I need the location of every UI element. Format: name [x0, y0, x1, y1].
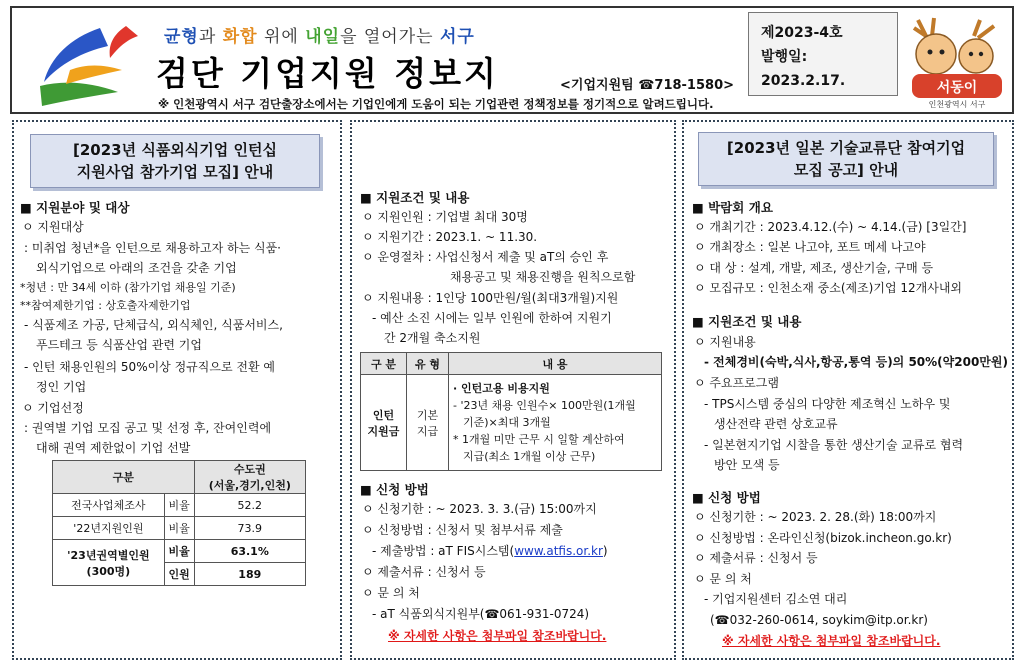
slogan [164, 22, 475, 47]
section-heading: ■ 신청 방법 [692, 490, 761, 505]
table-cell: '22년지원인원 [53, 517, 165, 540]
table-cell: 인원 [164, 563, 194, 586]
text-line: ㅇ 제출서류 : 신청서 등 [694, 551, 818, 565]
support-type-table [360, 352, 662, 471]
text-line: ㅇ 개최장소 : 일본 나고야, 포트 메세 나고야 [694, 240, 926, 254]
table-cell-line: 지급 [416, 424, 439, 438]
section-title-line: [2023년 일본 기술교류단 참여기업 [726, 139, 966, 157]
table-cell [53, 540, 165, 586]
mascot-sub: 인천광역시 서구 [928, 100, 986, 109]
table-cell-line: 인턴 [372, 408, 395, 422]
table-header-line: 수도권 [233, 463, 266, 476]
team-contact: <기업지원팀 ☎718-1580> [560, 78, 735, 93]
table-cell-line: 지원금 [367, 424, 400, 438]
text-line: 채용공고 및 채용진행을 원칙으로함 [450, 270, 636, 284]
table-cell-line: (300명) [86, 564, 131, 578]
table-cell [361, 375, 407, 471]
text-line: 대해 권역 제한없이 기업 선발 [36, 441, 191, 455]
mascot-name: 서동이 [936, 80, 978, 96]
section-heading: ■ 박람회 개요 [692, 200, 773, 215]
text-line: ㅇ 문 의 처 [362, 586, 420, 600]
text-line: : 미취업 청년*을 인턴으로 채용하고자 하는 식품· [24, 241, 281, 255]
section-title-box [698, 132, 994, 186]
table-cell: 비율 [164, 517, 194, 540]
text-line: : 권역별 기업 모집 공고 및 선정 후, 잔여인력에 [24, 421, 272, 435]
table-cell: 비율 [164, 540, 194, 563]
table-cell-line: 지급(최소 1개월 이상 근무) [463, 450, 596, 463]
table-cell: 73.9 [194, 517, 305, 540]
text-line: 정인 기업 [36, 380, 87, 394]
text-line: - 식품제조 가공, 단체급식, 외식체인, 식품서비스, [24, 318, 283, 332]
slogan-part: 과 [198, 27, 223, 47]
page-title: 검단 기업지원 정보지 [156, 54, 499, 93]
table-cell: 전국사업체조사 [53, 494, 165, 517]
slogan-part: 서구 [439, 27, 475, 47]
section-title-line: 모집 공고] 안내 [793, 161, 899, 179]
column-support-details [350, 120, 676, 660]
text-line: - aT 식품외식지원부(☎061-931-0724) [372, 607, 590, 621]
text-line: 푸드테크 등 식품산업 관련 기업 [36, 338, 202, 352]
text-line: *청년 : 만 34세 이하 (참가기업 채용일 기준) [20, 281, 236, 294]
table-cell: 189 [194, 563, 305, 586]
section-heading: ■ 신청 방법 [360, 482, 429, 497]
table-cell-line: 기본 [416, 408, 439, 422]
mascot-icon [904, 14, 1010, 110]
slogan-part: 균형 [164, 27, 199, 47]
text-line: ㅇ 운영절차 : 사업신청서 제출 및 aT의 승인 후 [362, 250, 609, 264]
attachment-note: ※ 자세한 사항은 첨부파일 참조바랍니다. [722, 634, 941, 648]
text-line [372, 543, 608, 559]
text-line: ㅇ 지원내용 : 1인당 100만원/월(최대3개월)지원 [362, 291, 619, 305]
section-heading: ■ 지원분야 및 대상 [20, 200, 130, 215]
text-line: ㅇ 신청기한 : ~ 2023. 3. 3.(금) 15:00까지 [362, 502, 597, 516]
table-header: 내 용 [449, 353, 662, 375]
slogan-part: 내일 [305, 27, 341, 47]
region-ratio-table [52, 460, 306, 586]
table-cell-line: '23년권역별인원 [67, 548, 150, 562]
column-food-internship [12, 120, 342, 660]
text-line: ㅇ 문 의 처 [694, 572, 752, 586]
slogan-part: 화합 [222, 27, 258, 47]
text-line: ㅇ 모집규모 : 인천소재 중소(제조)기업 12개사내외 [694, 281, 962, 295]
text-line: ㅇ 기업선정 [22, 401, 84, 415]
text-line: (☎032-260-0614, soykim@itp.or.kr) [710, 613, 928, 627]
text-line: ㅇ 신청기한 : ~ 2023. 2. 28.(화) 18:00까지 [694, 510, 937, 524]
text-line: - TPS시스템 중심의 다양한 제조혁신 노하우 및 [704, 397, 951, 411]
table-cell: 비율 [164, 494, 194, 517]
table-cell-line: * 1개월 미만 근무 시 일할 계산하여 [453, 433, 625, 446]
table-header-line: (서울,경기,인천) [208, 479, 291, 492]
text-line: **참여제한기업 : 상호출자제한기업 [20, 299, 191, 312]
text-line: ㅇ 신청방법 : 신청서 및 첨부서류 제출 [362, 523, 563, 537]
text-line: ㅇ 대 상 : 설계, 개발, 제조, 생산기술, 구매 등 [694, 261, 934, 275]
table-header: 유 형 [407, 353, 449, 375]
section-title-line: [2023년 식품외식기업 인턴십 [73, 141, 277, 159]
section-title-line: 지원사업 참가기업 모집] 안내 [76, 163, 274, 181]
text-line: ㅇ 신청방법 : 온라인신청(bizok.incheon.go.kr) [694, 531, 952, 545]
text-line: 생산전략 관련 상호교류 [714, 417, 838, 431]
newsletter-header [10, 6, 1014, 114]
text-line: ㅇ 지원기간 : 2023.1. ~ 11.30. [362, 230, 538, 244]
issue-number: 제2023-4호 [761, 25, 843, 41]
text-line: 외식기업으로 아래의 조건을 갖춘 기업 [36, 261, 237, 275]
table-cell-line: - '23년 채용 인원수× 100만원(1개월 [453, 399, 636, 412]
text-line: ㅇ 제출서류 : 신청서 등 [362, 565, 486, 579]
table-header: 구분 [53, 461, 195, 494]
text-line: - 전체경비(숙박,식사,항공,통역 등)의 50%(약200만원) [704, 355, 1008, 369]
text-line: 간 2개월 축소지원 [384, 331, 481, 345]
table-cell [449, 375, 662, 471]
text-line: ㅇ 지원대상 [22, 220, 84, 234]
table-cell-line: · 인턴고용 비용지원 [453, 382, 550, 395]
issue-box [748, 12, 898, 96]
text-line: 방안 모색 등 [714, 458, 780, 472]
section-heading: ■ 지원조건 및 내용 [360, 190, 470, 205]
slogan-part: 을 열어가는 [340, 27, 440, 47]
table-cell [407, 375, 449, 471]
text-line: - 인턴 채용인원의 50%이상 정규직으로 전환 예 [24, 360, 275, 374]
seo-gu-logo-icon [30, 24, 142, 108]
text-fragment: - 제출방법 : aT FIS시스템( [372, 544, 515, 558]
section-heading: ■ 지원조건 및 내용 [692, 314, 802, 329]
table-cell-line: 기준)×최대 3개월 [463, 416, 551, 429]
table-cell: 52.2 [194, 494, 305, 517]
slogan-part: 위에 [257, 27, 306, 47]
text-fragment: ) [602, 544, 608, 558]
section-title-box [30, 134, 320, 188]
header-notice: ※ 인천광역시 서구 검단출장소에서는 기업인에게 도움이 되는 기업관련 정책정보를 정기적으로 알려드립니다. [158, 97, 714, 111]
text-line: - 예산 소진 시에는 일부 인원에 한하여 지원기 [372, 311, 612, 325]
text-line: ㅇ 지원내용 [694, 335, 756, 349]
text-line: ㅇ 주요프로그램 [694, 376, 779, 390]
table-header: 구 분 [361, 353, 407, 375]
table-cell: 63.1% [194, 540, 305, 563]
table-header [194, 461, 305, 494]
text-line: - 기업지원센터 김소연 대리 [704, 592, 848, 606]
text-line: ㅇ 지원인원 : 기업별 최대 30명 [362, 210, 528, 224]
attachment-note: ※ 자세한 사항은 첨부파일 참조바랍니다. [388, 629, 607, 643]
atfis-link[interactable]: www.atfis.or.kr [514, 544, 603, 558]
issue-date: 발행일: 2023.2.17. [761, 49, 846, 89]
column-japan-exchange [682, 120, 1014, 660]
text-line: ㅇ 개최기간 : 2023.4.12.(수) ~ 4.14.(금) [3일간] [694, 220, 967, 234]
text-line: - 일본현지기업 시찰을 통한 생산기술 교류로 협력 [704, 438, 964, 452]
